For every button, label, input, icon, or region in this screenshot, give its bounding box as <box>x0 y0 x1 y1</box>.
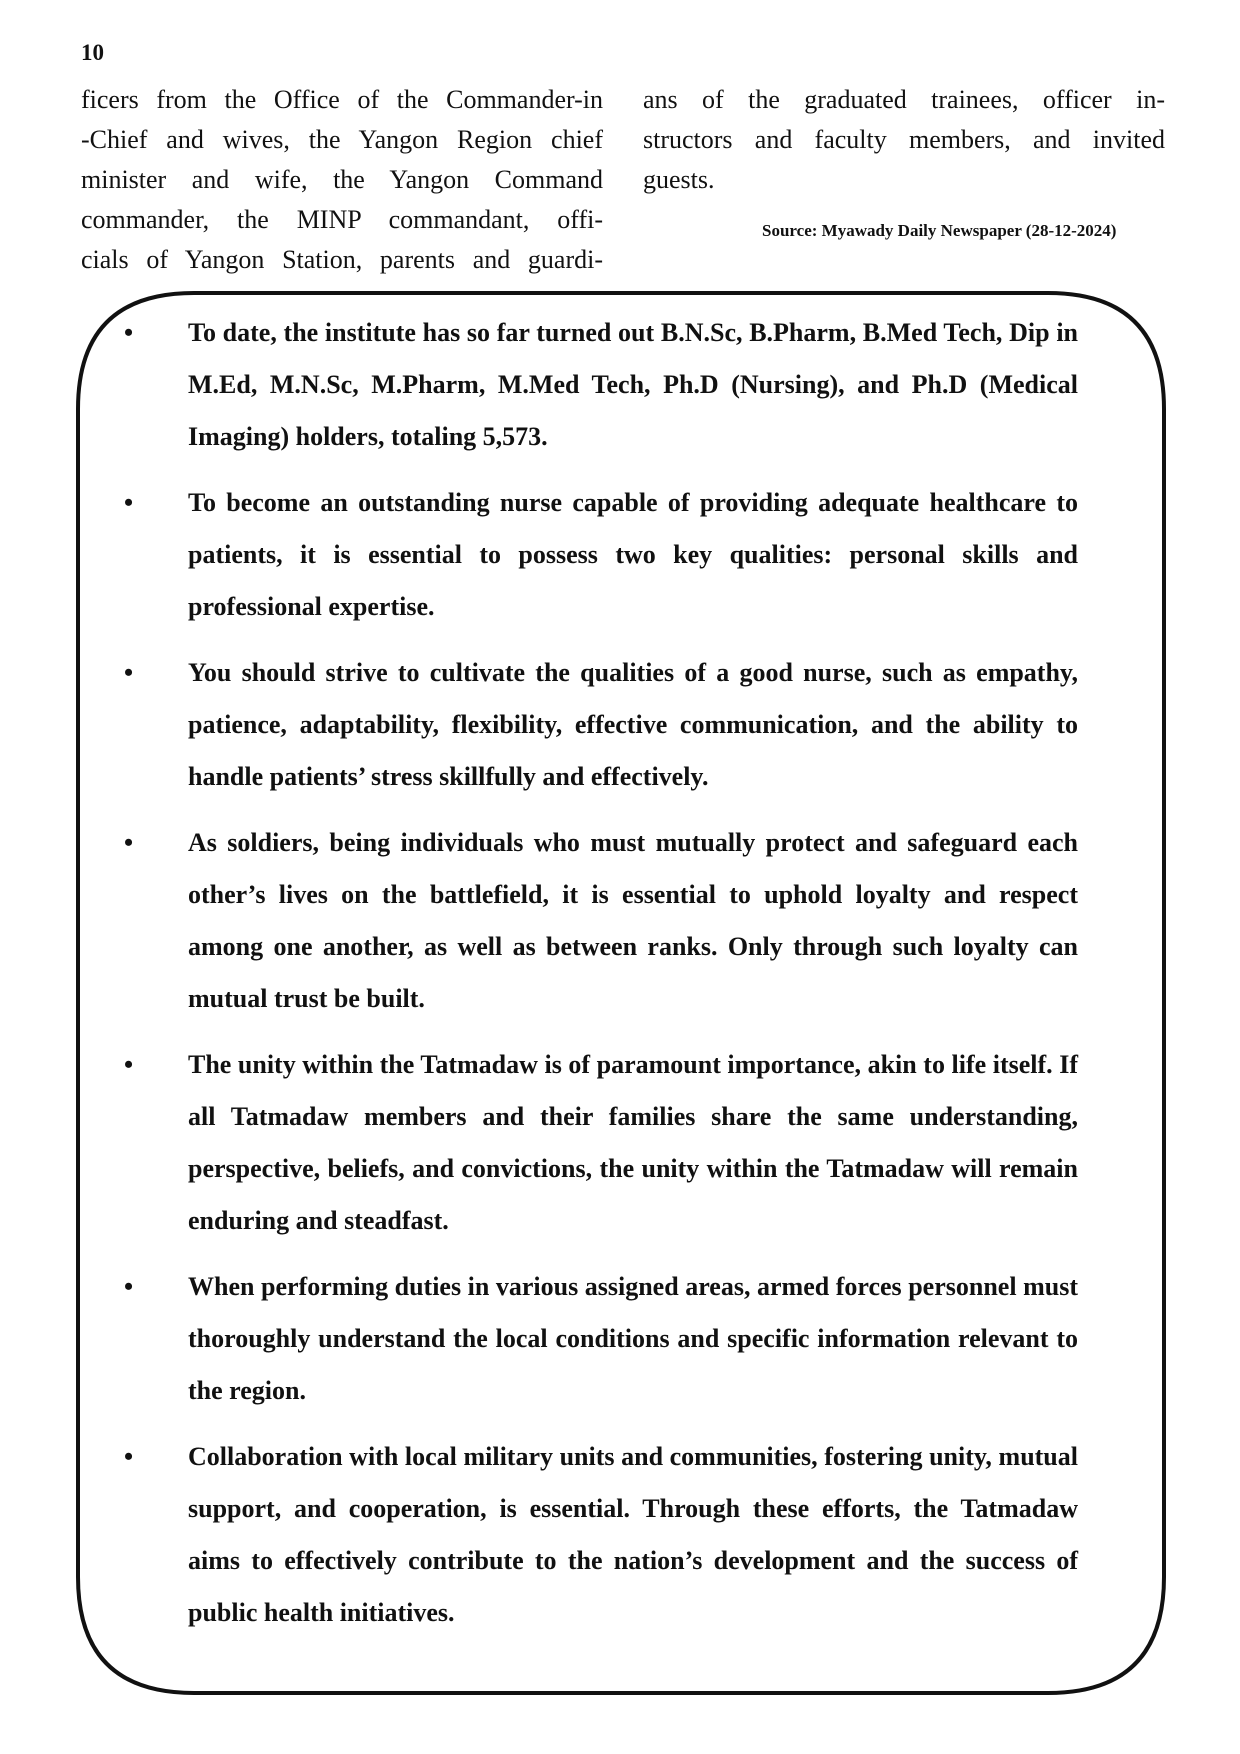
intro-left-column <box>81 80 603 280</box>
bullet-glyph: • <box>124 1272 134 1301</box>
list-item <box>74 817 1078 1025</box>
intro-line: -Chief and wives, the Yangon Region chief <box>81 125 603 154</box>
list-item-text: To become an outstanding nurse capable of providing adequate healthcare to patients, it is essential to possess two key qualities: personal skills and professional expertise. <box>188 488 1078 621</box>
intro-columns <box>81 80 1165 280</box>
list-item <box>74 647 1078 803</box>
intro-line: cials of Yangon Station, parents and guardi- <box>81 245 603 274</box>
bullet-glyph: • <box>124 1442 134 1471</box>
intro-line: minister and wife, the Yangon Command <box>81 165 603 194</box>
highlights-box <box>74 289 1168 1697</box>
list-item-text: As soldiers, being individuals who must mutually protect and safeguard each other’s lives on the battlefield, it is essential to uphold loyalty and respect among one another, as well as between ranks. Only through such loyalty can mutual trust be built. <box>188 828 1078 1013</box>
intro-right-column <box>643 80 1165 200</box>
bullet-glyph: • <box>124 658 134 687</box>
list-item-text: You should strive to cultivate the qualities of a good nurse, such as empathy, patience, adaptability, flexibility, effective communication, and the ability to handle patients’ stress skillfully and effectively. <box>188 658 1078 791</box>
bullet-glyph: • <box>124 318 134 347</box>
highlights-list <box>122 307 1126 1653</box>
bullet-glyph: • <box>124 828 134 857</box>
intro-line: guests. <box>643 165 715 194</box>
list-item-text: Collaboration with local military units and communities, fostering unity, mutual support, and cooperation, is essential. Through these efforts, the Tatmadaw aims to effectively contribute to the nation’s development and the success of public health initiatives. <box>188 1442 1078 1627</box>
list-item-text: When performing duties in various assigned areas, armed forces personnel must thoroughly understand the local conditions and specific information relevant to the region. <box>188 1272 1078 1405</box>
list-item <box>74 1431 1078 1639</box>
list-item <box>74 1261 1078 1417</box>
intro-line: commander, the MINP commandant, offi- <box>81 205 603 234</box>
bullet-glyph: • <box>124 1050 134 1079</box>
page-number: 10 <box>81 40 104 65</box>
intro-line: ficers from the Office of the Commander-in <box>81 85 603 114</box>
intro-line: structors and faculty members, and invited <box>643 125 1165 154</box>
source-citation: Source: Myawady Daily Newspaper (28-12-2024) <box>762 221 1117 240</box>
list-item-text: The unity within the Tatmadaw is of paramount importance, akin to life itself. If all Tatmadaw members and their families share the same understanding, perspective, beliefs, and convictions, the unity within the Tatmadaw will remain enduring and steadfast. <box>188 1050 1078 1235</box>
list-item <box>74 1039 1078 1247</box>
list-item <box>74 307 1078 463</box>
list-item-text: To date, the institute has so far turned out B.N.Sc, B.Pharm, B.Med Tech, Dip in M.Ed, M.N.Sc, M.Pharm, M.Med Tech, Ph.D (Nursing), and Ph.D (Medical Imaging) holders, totaling 5,573. <box>188 318 1078 451</box>
intro-line: ans of the graduated trainees, officer in- <box>643 85 1165 114</box>
list-item <box>74 477 1078 633</box>
bullet-glyph: • <box>124 488 134 517</box>
